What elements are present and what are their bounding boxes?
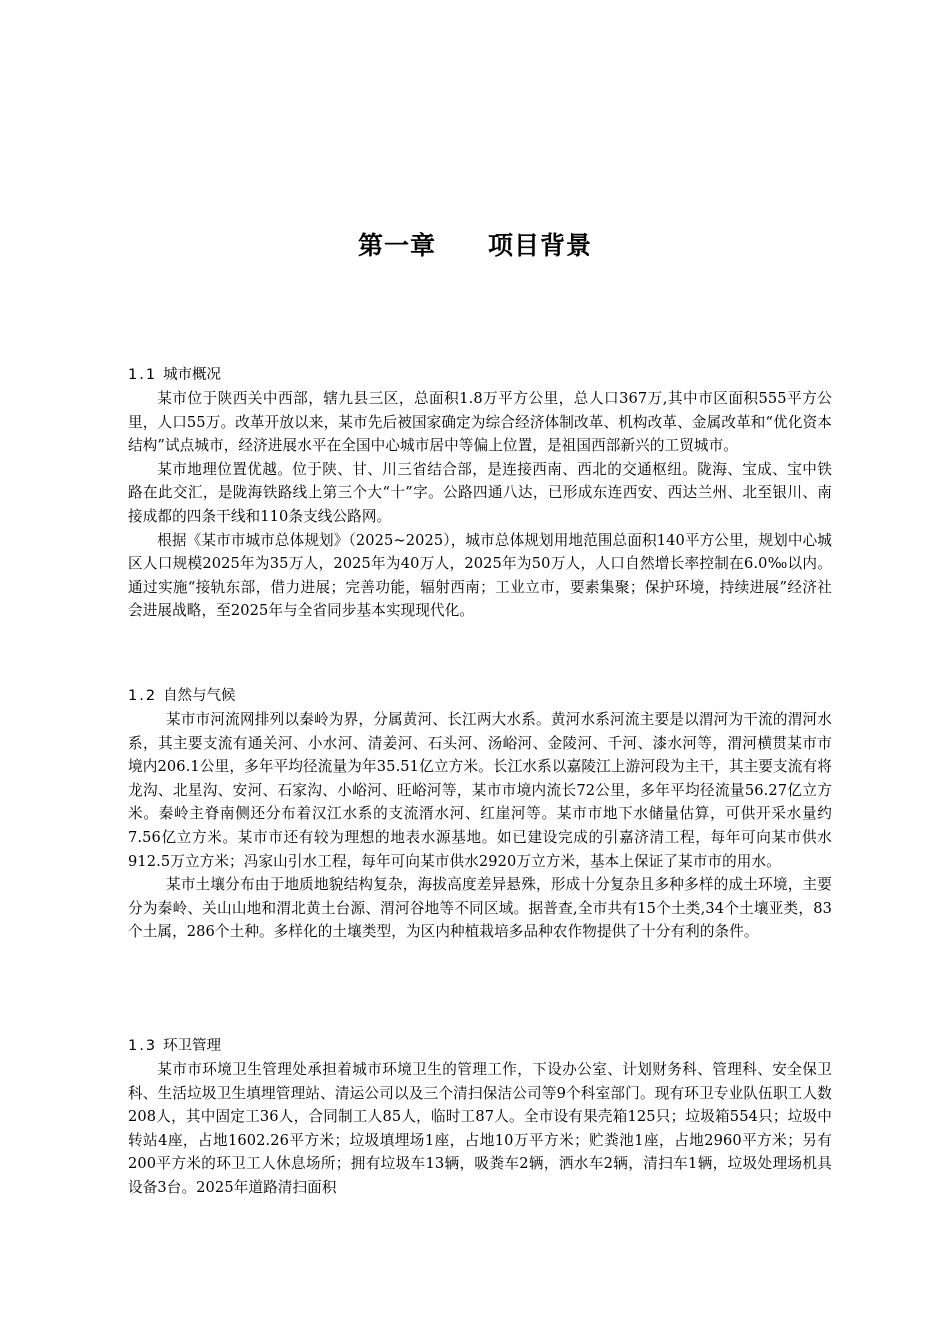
section-sanitation-management [128,1034,832,1200]
section-number: 1.1 [128,367,158,383]
paragraph: 某市位于陕西关中西部，辖九县三区，总面积1.8万平方公里，总人口367万,其中市区面积555平方公里，人口55万。改革开放以来，某市先后被国家确定为综合经济体制改革、机构改革、金属改革和“优化资本结构”试点城市，经济进展水平在全国中心城市居中等偏上位置，是祖国西部新兴的工贸城市。 [128,390,832,455]
section-nature-climate [128,684,832,944]
section-heading [128,363,832,387]
chapter-title: 第一章 项目背景 [357,231,592,260]
section-title: 自然与气候 [163,688,236,704]
paragraph: 某市土壤分布由于地质地貌结构复杂，海拔高度差异悬殊，形成十分复杂且多种多样的成土环境，主要分为秦岭、关山山地和渭北黄土台源、渭河谷地等不同区域。据普查,全市共有15个土类,34个土壤亚类，83个土属，286个土种。多样化的土壤类型，为区内种植栽培多品种农作物提供了十分有利的条件。 [128,876,832,941]
section-heading [128,684,832,708]
section-number: 1.2 [128,688,158,704]
paragraph: 某市市环境卫生管理处承担着城市环境卫生的管理工作，下设办公室、计划财务科、管理科、安全保卫科、生活垃圾卫生填埋管理站、清运公司以及三个清扫保洁公司等9个科室部门。现有环卫专业队伍职工人数208人，其中固定工36人，合同制工人85人，临时工87人。全市设有果壳箱125只；垃圾箱554只；垃圾中转站4座，占地1602.26平方米；垃圾填埋场1座，占地10万平方米；贮粪池1座，占地2960平方米；另有200平方米的环卫工人休息场所；拥有垃圾车13辆，吸粪车2辆，洒水车2辆，清扫车1辆，垃圾处理场机具设备3台。2025年道路清扫面积 [128,1061,832,1196]
section-title: 城市概况 [163,367,222,383]
paragraph: 根据《某市市城市总体规划》（2025~2025），城市总体规划用地范围总面积140平方公里，规划中心城区人口规模2025年为35万人，2025年为40万人，2025年为50万人，人口自然增长率控制在6.0‰以内。通过实施“接轨东部，借力进展；完善功能，辐射西南；工业立市，要素集聚；保护环境，持续进展”经济社会进展战略，至2025年与全省同步基本实现现代化。 [128,531,832,620]
section-title: 环卫管理 [163,1038,222,1054]
section-number: 1.3 [128,1038,158,1054]
section-city-overview [128,363,832,623]
paragraph: 某市地理位置优越。位于陕、甘、川三省结合部，是连接西南、西北的交通枢纽。陇海、宝成、宝中铁路在此交汇，是陇海铁路线上第三个大“十”字。公路四通八达，已形成东连西安、西达兰州、北至银川、南接成都的四条干线和110条支线公路网。 [128,460,832,525]
section-heading [128,1034,832,1058]
paragraph: 某市市河流网排列以秦岭为界，分属黄河、长江两大水系。黄河水系河流主要是以渭河为干流的渭河水系，其主要支流有通关河、小水河、清姜河、石头河、汤峪河、金陵河、千河、漆水河等，渭河横贯某市市境内206.1公里，多年平均径流量为年35.51亿立方米。长江水系以嘉陵江上游河段为主干，其主要支流有将龙沟、北星沟、安河、石家沟、小峪河、旺峪河等，某市市境内流长72公里，多年平均径流量56.27亿立方米。秦岭主脊南侧还分布着汉江水系的支流湑水河、红崖河等。某市市地下水储量估算，可供开采水量约7.56亿立方米。某市市还有较为理想的地表水源基地。如已建设完成的引嘉济清工程，每年可向某市供水912.5万立方米；冯家山引水工程，每年可向某市供水2920万立方米，基本上保证了某市市的用水。 [128,711,832,870]
